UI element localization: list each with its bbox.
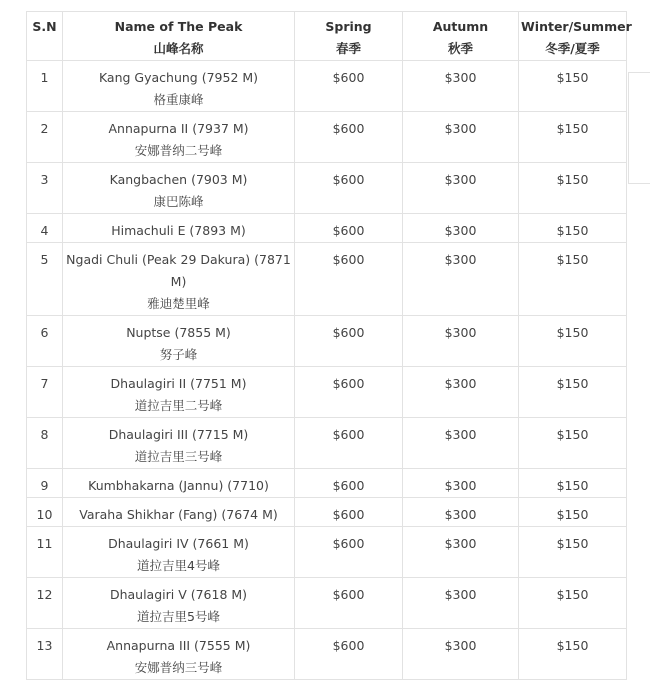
cell-sn bbox=[27, 214, 63, 243]
cell-winter-summer-price bbox=[519, 214, 627, 243]
cell-winter-summer-price-text: $150 bbox=[556, 638, 589, 653]
cell-winter-summer-price-text: $150 bbox=[556, 172, 589, 187]
cell-peak-name bbox=[63, 469, 295, 498]
cell-sn-text: 13 bbox=[36, 638, 53, 653]
cell-autumn-price-text: $300 bbox=[444, 478, 477, 493]
cell-spring-price bbox=[295, 163, 403, 214]
table-row bbox=[27, 112, 627, 163]
cell-winter-summer-price bbox=[519, 367, 627, 418]
cell-spring-price-text: $600 bbox=[332, 587, 365, 602]
cell-peak-name-cn-text: 努子峰 bbox=[159, 347, 198, 362]
cell-sn bbox=[27, 163, 63, 214]
cell-autumn-price-text: $300 bbox=[444, 507, 477, 522]
cell-spring-price-text: $600 bbox=[332, 427, 365, 442]
cell-winter-summer-price bbox=[519, 163, 627, 214]
cell-spring-price bbox=[295, 418, 403, 469]
cell-peak-name bbox=[63, 316, 295, 367]
cell-autumn-price bbox=[403, 367, 519, 418]
cell-sn bbox=[27, 61, 63, 112]
cell-peak-name-cn-text: 安娜普纳二号峰 bbox=[134, 143, 223, 158]
cell-sn-text: 11 bbox=[36, 536, 53, 551]
table-row bbox=[27, 61, 627, 112]
cell-winter-summer-price bbox=[519, 498, 627, 527]
cell-sn-text: 6 bbox=[40, 325, 49, 340]
cell-autumn-price-text: $300 bbox=[444, 587, 477, 602]
header-spring-label: Spring bbox=[325, 19, 372, 34]
header-spring bbox=[295, 12, 403, 61]
cell-autumn-price bbox=[403, 163, 519, 214]
cell-sn-text: 12 bbox=[36, 587, 53, 602]
cell-sn bbox=[27, 469, 63, 498]
cell-winter-summer-price bbox=[519, 418, 627, 469]
header-spring-cn-label: 春季 bbox=[335, 41, 361, 56]
cell-autumn-price-text: $300 bbox=[444, 427, 477, 442]
cell-peak-name-cn-text: 道拉吉里二号峰 bbox=[134, 398, 223, 413]
header-autumn-label: Autumn bbox=[432, 19, 489, 34]
cell-autumn-price-text: $300 bbox=[444, 638, 477, 653]
cell-sn bbox=[27, 112, 63, 163]
cell-autumn-price bbox=[403, 112, 519, 163]
cell-spring-price bbox=[295, 527, 403, 578]
cell-peak-name bbox=[63, 629, 295, 680]
cell-autumn-price-text: $300 bbox=[444, 121, 477, 136]
cell-autumn-price-text: $300 bbox=[444, 325, 477, 340]
cell-winter-summer-price bbox=[519, 527, 627, 578]
cell-peak-name-text: Himachuli E (7893 M) bbox=[111, 223, 246, 238]
cell-sn-text: 10 bbox=[36, 507, 53, 522]
cell-winter-summer-price-text: $150 bbox=[556, 507, 589, 522]
cell-winter-summer-price bbox=[519, 243, 627, 316]
cell-spring-price bbox=[295, 316, 403, 367]
cell-peak-name-text: Kumbhakarna (Jannu) (7710) bbox=[88, 478, 269, 493]
cell-sn bbox=[27, 418, 63, 469]
cell-winter-summer-price bbox=[519, 61, 627, 112]
table-header bbox=[27, 12, 632, 61]
peak-fee-table-container bbox=[26, 11, 632, 680]
table-row bbox=[27, 629, 627, 680]
cell-spring-price-text: $600 bbox=[332, 478, 365, 493]
header-winter-summer bbox=[519, 12, 632, 61]
cell-spring-price bbox=[295, 214, 403, 243]
cell-winter-summer-price-text: $150 bbox=[556, 587, 589, 602]
cell-peak-name-text: Dhaulagiri II (7751 M) bbox=[110, 376, 247, 391]
cell-winter-summer-price bbox=[519, 578, 627, 629]
cell-sn-text: 5 bbox=[40, 252, 49, 267]
cell-autumn-price-text: $300 bbox=[444, 172, 477, 187]
cell-winter-summer-price-text: $150 bbox=[556, 427, 589, 442]
cell-peak-name-text: Ngadi Chuli (Peak 29 Dakura) (7871 M) bbox=[66, 252, 291, 289]
cell-peak-name-cn-text: 康巴陈峰 bbox=[153, 194, 204, 209]
cell-winter-summer-price-text: $150 bbox=[556, 121, 589, 136]
adjacent-panel-edge bbox=[628, 72, 650, 184]
cell-peak-name bbox=[63, 112, 295, 163]
header-peak-name bbox=[63, 12, 295, 61]
cell-autumn-price bbox=[403, 469, 519, 498]
cell-autumn-price bbox=[403, 214, 519, 243]
cell-spring-price bbox=[295, 367, 403, 418]
cell-sn-text: 9 bbox=[40, 478, 49, 493]
cell-winter-summer-price-text: $150 bbox=[556, 70, 589, 85]
header-sn-label: S.N bbox=[32, 19, 57, 34]
cell-sn-text: 1 bbox=[40, 70, 49, 85]
table-row bbox=[27, 163, 627, 214]
cell-winter-summer-price-text: $150 bbox=[556, 325, 589, 340]
cell-winter-summer-price-text: $150 bbox=[556, 223, 589, 238]
cell-autumn-price bbox=[403, 498, 519, 527]
cell-spring-price-text: $600 bbox=[332, 638, 365, 653]
cell-spring-price bbox=[295, 498, 403, 527]
cell-peak-name bbox=[63, 163, 295, 214]
cell-peak-name-cn-text: 安娜普纳三号峰 bbox=[134, 660, 223, 675]
cell-winter-summer-price-text: $150 bbox=[556, 478, 589, 493]
cell-winter-summer-price bbox=[519, 112, 627, 163]
header-name-label: Name of The Peak bbox=[114, 19, 243, 34]
cell-spring-price-text: $600 bbox=[332, 252, 365, 267]
cell-peak-name bbox=[63, 578, 295, 629]
cell-peak-name bbox=[63, 61, 295, 112]
cell-autumn-price-text: $300 bbox=[444, 252, 477, 267]
cell-winter-summer-price-text: $150 bbox=[556, 376, 589, 391]
cell-spring-price-text: $600 bbox=[332, 376, 365, 391]
cell-spring-price-text: $600 bbox=[332, 325, 365, 340]
cell-sn bbox=[27, 316, 63, 367]
cell-autumn-price bbox=[403, 527, 519, 578]
cell-peak-name-text: Nuptse (7855 M) bbox=[126, 325, 231, 340]
cell-winter-summer-price-text: $150 bbox=[556, 536, 589, 551]
cell-peak-name-cn-text: 道拉吉里4号峰 bbox=[137, 558, 220, 573]
header-winter-cn-label: 冬季/夏季 bbox=[545, 41, 600, 56]
cell-peak-name bbox=[63, 498, 295, 527]
cell-spring-price bbox=[295, 112, 403, 163]
cell-sn bbox=[27, 498, 63, 527]
table-row bbox=[27, 498, 627, 527]
cell-peak-name-text: Dhaulagiri III (7715 M) bbox=[108, 427, 249, 442]
cell-autumn-price-text: $300 bbox=[444, 536, 477, 551]
header-row bbox=[27, 12, 627, 61]
cell-autumn-price bbox=[403, 629, 519, 680]
cell-peak-name bbox=[63, 214, 295, 243]
table-row bbox=[27, 243, 627, 316]
cell-winter-summer-price bbox=[519, 469, 627, 498]
cell-sn-text: 3 bbox=[40, 172, 49, 187]
cell-sn-text: 4 bbox=[40, 223, 49, 238]
table-row bbox=[27, 367, 627, 418]
cell-spring-price-text: $600 bbox=[332, 172, 365, 187]
cell-peak-name bbox=[63, 418, 295, 469]
cell-autumn-price-text: $300 bbox=[444, 376, 477, 391]
cell-peak-name bbox=[63, 243, 295, 316]
cell-winter-summer-price-text: $150 bbox=[556, 252, 589, 267]
cell-autumn-price-text: $300 bbox=[444, 70, 477, 85]
table-row bbox=[27, 418, 627, 469]
cell-spring-price-text: $600 bbox=[332, 536, 365, 551]
cell-autumn-price bbox=[403, 578, 519, 629]
header-sn bbox=[27, 12, 63, 61]
cell-spring-price bbox=[295, 243, 403, 316]
table-row bbox=[27, 214, 627, 243]
cell-peak-name-cn-text: 道拉吉里三号峰 bbox=[134, 449, 223, 464]
cell-sn-text: 8 bbox=[40, 427, 49, 442]
cell-winter-summer-price bbox=[519, 316, 627, 367]
header-autumn bbox=[403, 12, 519, 61]
table-row bbox=[27, 316, 627, 367]
cell-spring-price bbox=[295, 469, 403, 498]
cell-sn bbox=[27, 243, 63, 316]
peak-fee-table bbox=[26, 11, 632, 680]
cell-sn-text: 7 bbox=[40, 376, 49, 391]
cell-autumn-price bbox=[403, 418, 519, 469]
cell-sn bbox=[27, 367, 63, 418]
next-row-edge bbox=[26, 628, 626, 633]
cell-peak-name-cn-text: 雅迪楚里峰 bbox=[147, 296, 210, 311]
cell-autumn-price-text: $300 bbox=[444, 223, 477, 238]
cell-peak-name-cn-text: 道拉吉里5号峰 bbox=[137, 609, 220, 624]
cell-peak-name-text: Kang Gyachung (7952 M) bbox=[98, 70, 259, 85]
cell-peak-name-text: Varaha Shikhar (Fang) (7674 M) bbox=[79, 507, 278, 522]
cell-peak-name-cn-text: 格重康峰 bbox=[153, 92, 204, 107]
cell-spring-price bbox=[295, 629, 403, 680]
cell-peak-name-text: Kangbachen (7903 M) bbox=[109, 172, 248, 187]
header-name-cn-label: 山峰名称 bbox=[153, 41, 204, 56]
cell-spring-price-text: $600 bbox=[332, 70, 365, 85]
cell-spring-price bbox=[295, 61, 403, 112]
cell-sn bbox=[27, 629, 63, 680]
cell-winter-summer-price bbox=[519, 629, 627, 680]
cell-autumn-price bbox=[403, 61, 519, 112]
table-body bbox=[27, 61, 627, 680]
cell-peak-name bbox=[63, 527, 295, 578]
cell-sn bbox=[27, 578, 63, 629]
cell-spring-price-text: $600 bbox=[332, 223, 365, 238]
cell-autumn-price bbox=[403, 316, 519, 367]
table-row bbox=[27, 469, 627, 498]
cell-sn bbox=[27, 527, 63, 578]
cell-spring-price-text: $600 bbox=[332, 507, 365, 522]
cell-spring-price bbox=[295, 578, 403, 629]
cell-peak-name-text: Annapurna II (7937 M) bbox=[108, 121, 249, 136]
cell-peak-name-text: Dhaulagiri V (7618 M) bbox=[109, 587, 248, 602]
cell-peak-name-text: Dhaulagiri IV (7661 M) bbox=[108, 536, 249, 551]
cell-spring-price-text: $600 bbox=[332, 121, 365, 136]
cell-sn-text: 2 bbox=[40, 121, 49, 136]
table-row bbox=[27, 527, 627, 578]
header-autumn-cn-label: 秋季 bbox=[447, 41, 473, 56]
cell-autumn-price bbox=[403, 243, 519, 316]
cell-peak-name-text: Annapurna III (7555 M) bbox=[106, 638, 251, 653]
cell-peak-name bbox=[63, 367, 295, 418]
header-winter-label: Winter/Summer bbox=[521, 19, 632, 34]
table-row bbox=[27, 578, 627, 629]
